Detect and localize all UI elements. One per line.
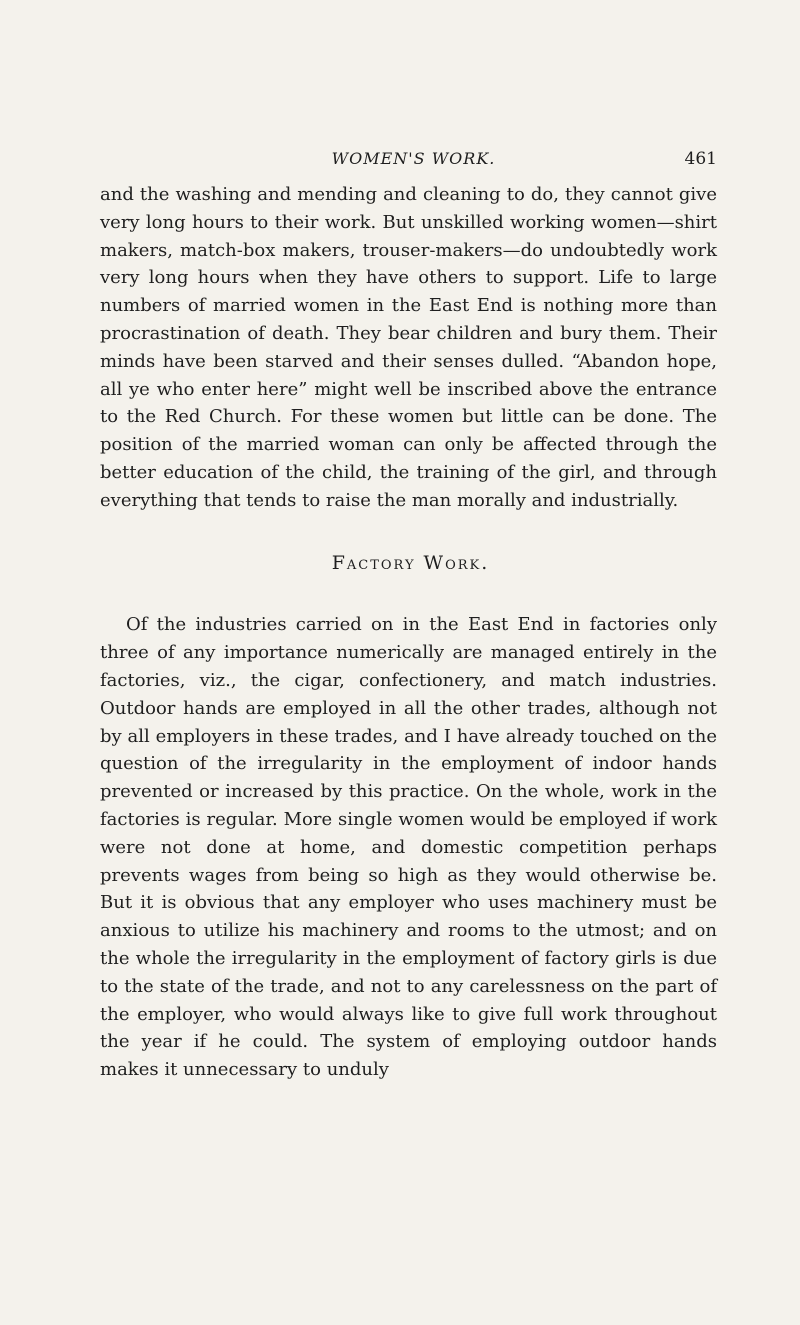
paragraph-factory-work: Of the industries carried on in the East End in factories only three of any importance numerically are managed entirely in the factories, viz., the cigar, confectionery, and match industries. Outdoor hands are employed in all the other trades, although not by all employers in these trades, and I have already touched on the question of the irregularity in the employment of indoor hands prevented or increased by this practice. On the whole, work in the factories is regular. More single women would be employed if work were not done at home, and domestic competition perhaps prevents wages from being so high as they would otherwise be. But it is obvious that any employer who uses machinery must be anxious to utilize his machinery and rooms to the utmost; and on the whole the irregularity in the employment of factory girls is due to the state of the trade, and not to any carelessness on the part of the employer, who would always like to give full work throughout the year if he could. The system of employing outdoor hands makes it unnecessary to unduly [100,614,717,1081]
running-title: WOMEN'S WORK. [331,149,496,168]
paragraph-continued: and the washing and mending and cleaning to do, they cannot give very long hours to their work. But unskilled working women—shirt makers, match-box makers, trouser-makers—do undoubtedly work very long hours when they have others to support. Life to large numbers of married women in the East End is nothing more than procrastination of death. They bear children and bury them. Their minds have been starved and their senses dulled. “Abandon hope, all ye who enter here” might well be inscribed above the entrance to the Red Church. For these women but little can be done. The position of the married woman can only be affected through the better education of the child, the training of the girl, and through everything that tends to raise the man morally and industrially. [100,184,717,511]
running-head [100,147,717,171]
page-number: 461 [684,149,717,169]
body-text [100,181,717,1084]
section-heading: Factory Work. [331,551,490,574]
